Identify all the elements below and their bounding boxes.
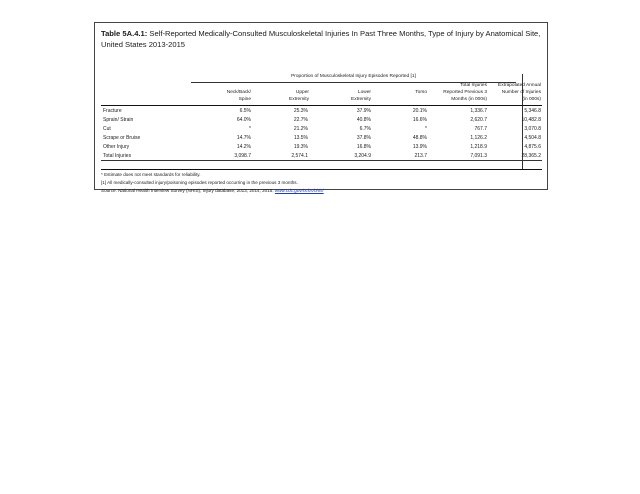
note-footnote-1: [1] All medically-consulted injury/poisoning episodes reported occurring in the previous 3 months. [101,180,298,185]
row-label: Fracture [103,108,122,114]
cell-upper-extremity: 22.7% [293,117,308,123]
cell-annual-injuries: 4,504.8 [524,135,541,141]
cell-neck-back-spine: * [249,126,251,132]
cell-lower-extremity: 3,204.9 [354,153,371,159]
cell-annual-injuries: 10,482.8 [521,117,541,123]
header-bottom-rule [101,105,542,106]
cell-neck-back-spine: 14.7% [236,135,251,141]
cell-lower-extremity: 37.9% [356,108,371,114]
table-row [101,116,542,125]
cell-annual-injuries: 3,070.8 [524,126,541,132]
cell-torso: 48.8% [412,135,427,141]
cell-annual-injuries: 5,346.8 [524,108,541,114]
column-header-total-injuries: Total Injuries Reported Previous 3 Months (in 000s) [443,83,487,102]
cell-torso: 13.9% [412,144,427,150]
cell-total-injuries: 2,620.7 [470,117,487,123]
cell-annual-injuries: 28,365.2 [521,153,541,159]
cell-torso: 213.7 [414,153,427,159]
cell-torso: 16.6% [412,117,427,123]
source-line [101,187,324,195]
table-bottom-rule [101,169,542,170]
table-title [101,28,541,50]
column-header-neck-back-spine: Neck/Back/ Spine [226,90,251,102]
cell-upper-extremity: 25.3% [293,108,308,114]
cell-total-injuries: 1,336.7 [470,108,487,114]
cell-upper-extremity: 21.2% [293,126,308,132]
column-header-torso: Torso [415,90,427,95]
cell-total-injuries: 7,091.3 [470,153,487,159]
column-header-annual-injuries: Extrapolated Annual Number of Injuries (in 000s) [498,83,541,102]
cell-total-injuries: 1,218.9 [470,144,487,150]
table-notes [101,171,324,195]
cell-neck-back-spine: 14.2% [236,144,251,150]
table-row [101,143,542,152]
row-label: Other Injury [103,144,130,150]
table-row [101,107,542,116]
table-title-text: Self-Reported Medically-Consulted Musculoskeletal Injuries In Past Three Months, Type of Injury by Anatomical Site, United States 2013-2015 [101,29,541,49]
cell-neck-back-spine: 6.5% [239,108,251,114]
cell-total-injuries: 1,126.2 [470,135,487,141]
cell-annual-injuries: 4,875.6 [524,144,541,150]
cell-upper-extremity: 2,574.1 [291,153,308,159]
cell-neck-back-spine: 64.0% [236,117,251,123]
column-header-upper-extremity: Upper Extremity [289,90,309,102]
source-text: Source: National Health Interview Survey (NHIS), Injury database, 2013, 2014, 2015. [101,188,274,193]
table-row [101,125,542,134]
row-label: Cut [103,126,111,132]
table-number: Table 5A.4.1: [101,29,148,38]
row-label: Scrape or Bruise [103,135,141,141]
cell-upper-extremity: 19.3% [293,144,308,150]
table-document [94,22,548,193]
cell-lower-extremity: 37.8% [356,135,371,141]
cell-lower-extremity: 16.8% [356,144,371,150]
cell-torso: 20.1% [412,108,427,114]
note-reliability: * Estimate does not meet standards for reliability. [101,172,201,177]
table-row [101,134,542,143]
cell-total-injuries: 767.7 [474,126,487,132]
source-link[interactable]: www.cdc.gov/nchs/nhis/ [274,188,324,193]
cell-torso: * [425,126,427,132]
total-top-rule [101,160,542,161]
group-header: Proportion of Musculoskeletal Injury Episodes Reported [1] [291,74,416,79]
cell-upper-extremity: 13.5% [293,135,308,141]
cell-neck-back-spine: 3,098.7 [234,153,251,159]
cell-lower-extremity: 6.7% [359,126,371,132]
row-label: Sprain/ Strain [103,117,134,123]
row-label: Total Injuries [103,153,132,159]
cell-lower-extremity: 40.8% [356,117,371,123]
column-header-lower-extremity: Lower Extremity [351,90,371,102]
